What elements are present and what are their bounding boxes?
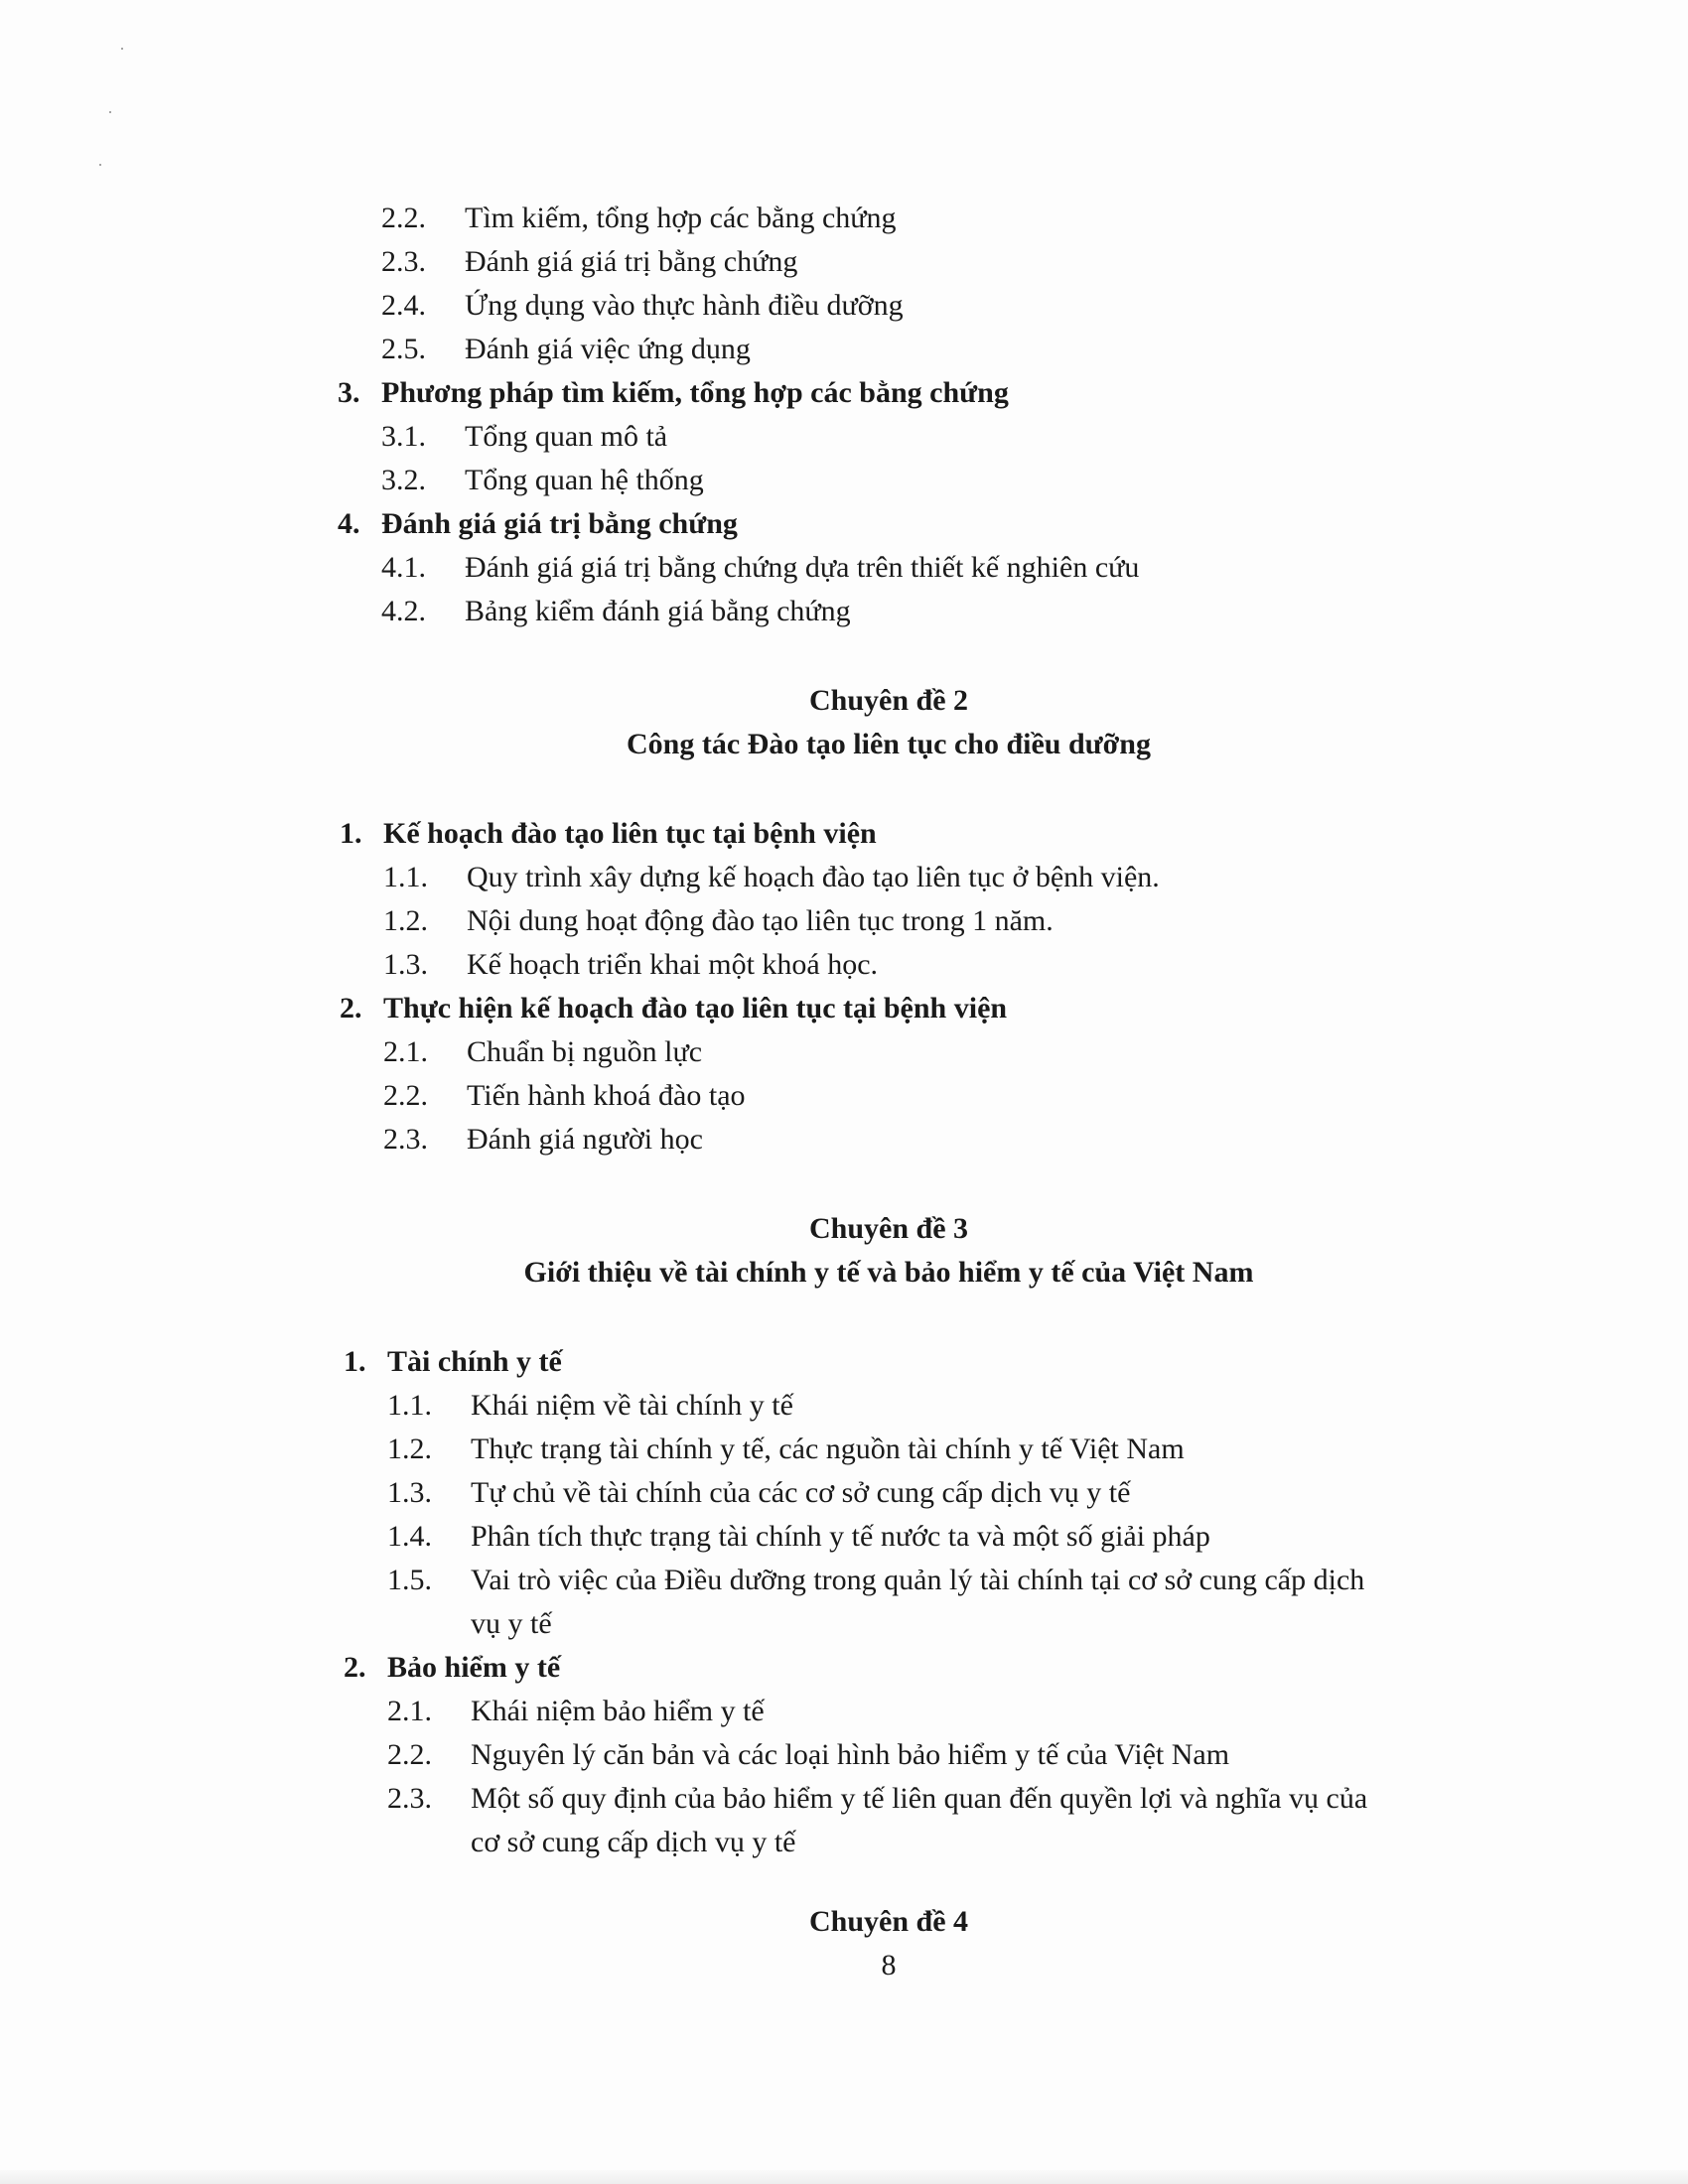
item-text: Bảo hiểm y tế: [387, 1651, 561, 1684]
item-number: 2.3.: [387, 1782, 432, 1815]
item-number: 2.: [344, 1651, 366, 1684]
item-number: 2.: [340, 992, 362, 1024]
item-text: Tiến hành khoá đào tạo: [467, 1079, 746, 1112]
item-number: 1.4.: [387, 1520, 432, 1553]
item-number: 2.2.: [387, 1738, 432, 1771]
item-number: 2.4.: [381, 289, 426, 322]
scan-speck: [121, 48, 123, 50]
item-text: Tổng quan mô tả: [465, 420, 668, 453]
chapter-heading: Chuyên đề 3: [808, 1212, 969, 1245]
item-text: Kế hoạch đào tạo liên tục tại bệnh viện: [383, 817, 877, 850]
item-text: Nội dung hoạt động đào tạo liên tục trong 1 năm.: [467, 904, 1054, 937]
item-text: Ứng dụng vào thực hành điều dưỡng: [465, 289, 904, 322]
item-text: Đánh giá việc ứng dụng: [465, 333, 751, 365]
item-number: 1.3.: [387, 1476, 432, 1509]
page-number: 8: [881, 1949, 897, 1981]
item-number: 2.2.: [381, 202, 426, 234]
item-number: 1.2.: [383, 904, 428, 937]
item-number: 3.: [338, 376, 360, 409]
item-number: 2.3.: [381, 245, 426, 278]
item-number: 1.5.: [387, 1564, 432, 1596]
item-text: vụ y tế: [471, 1607, 552, 1640]
item-text: Đánh giá giá trị bằng chứng: [381, 507, 738, 540]
item-text: Tìm kiếm, tổng hợp các bằng chứng: [465, 202, 897, 234]
chapter-heading: Chuyên đề 2: [808, 684, 969, 717]
item-text: Vai trò việc của Điều dưỡng trong quản lý tài chính tại cơ sở cung cấp dịch: [471, 1564, 1365, 1596]
item-text: Phân tích thực trạng tài chính y tế nước ta và một số giải pháp: [471, 1520, 1210, 1553]
item-text: Nguyên lý căn bản và các loại hình bảo hiểm y tế của Việt Nam: [471, 1738, 1230, 1771]
chapter-heading: Chuyên đề 4: [808, 1905, 969, 1938]
item-text: Khái niệm bảo hiểm y tế: [471, 1695, 765, 1727]
scan-speck: [109, 111, 111, 113]
item-number: 2.1.: [383, 1035, 428, 1068]
item-number: 2.5.: [381, 333, 426, 365]
item-number: 2.3.: [383, 1123, 428, 1156]
item-number: 1.: [344, 1345, 366, 1378]
item-number: 1.: [340, 817, 362, 850]
item-text: Tổng quan hệ thống: [465, 464, 704, 496]
chapter-title: Giới thiệu về tài chính y tế và bảo hiểm y tế của Việt Nam: [523, 1256, 1254, 1289]
chapter-title: Công tác Đào tạo liên tục cho điều dưỡng: [627, 728, 1151, 760]
item-text: Đánh giá giá trị bằng chứng dựa trên thiết kế nghiên cứu: [465, 551, 1140, 584]
item-text: Tự chủ về tài chính của các cơ sở cung cấp dịch vụ y tế: [471, 1476, 1131, 1509]
scan-edge: [0, 2170, 1688, 2184]
item-text: Bảng kiểm đánh giá bằng chứng: [465, 595, 851, 627]
item-text: Quy trình xây dựng kế hoạch đào tạo liên tục ở bệnh viện.: [467, 861, 1160, 893]
item-text: Thực hiện kế hoạch đào tạo liên tục tại bệnh viện: [383, 992, 1008, 1024]
item-number: 4.2.: [381, 595, 426, 627]
item-text: Khái niệm về tài chính y tế: [471, 1389, 793, 1422]
item-number: 1.1.: [383, 861, 428, 893]
item-text: Phương pháp tìm kiếm, tổng hợp các bằng chứng: [381, 376, 1009, 409]
item-text: Thực trạng tài chính y tế, các nguồn tài chính y tế Việt Nam: [471, 1433, 1185, 1465]
item-text: Kế hoạch triển khai một khoá học.: [467, 948, 879, 981]
item-number: 4.: [338, 507, 360, 540]
item-number: 3.1.: [381, 420, 426, 453]
scan-speck: [99, 164, 101, 166]
item-number: 1.2.: [387, 1433, 432, 1465]
item-number: 1.1.: [387, 1389, 432, 1422]
item-number: 2.2.: [383, 1079, 428, 1112]
item-number: 1.3.: [383, 948, 428, 981]
item-text: Đánh giá người học: [467, 1123, 703, 1156]
item-text: Tài chính y tế: [387, 1345, 562, 1378]
item-text: cơ sở cung cấp dịch vụ y tế: [471, 1826, 796, 1858]
item-number: 2.1.: [387, 1695, 432, 1727]
item-number: 3.2.: [381, 464, 426, 496]
item-text: Một số quy định của bảo hiểm y tế liên quan đến quyền lợi và nghĩa vụ của: [471, 1782, 1368, 1815]
item-text: Đánh giá giá trị bằng chứng: [465, 245, 798, 278]
item-text: Chuẩn bị nguồn lực: [467, 1035, 703, 1068]
item-number: 4.1.: [381, 551, 426, 584]
